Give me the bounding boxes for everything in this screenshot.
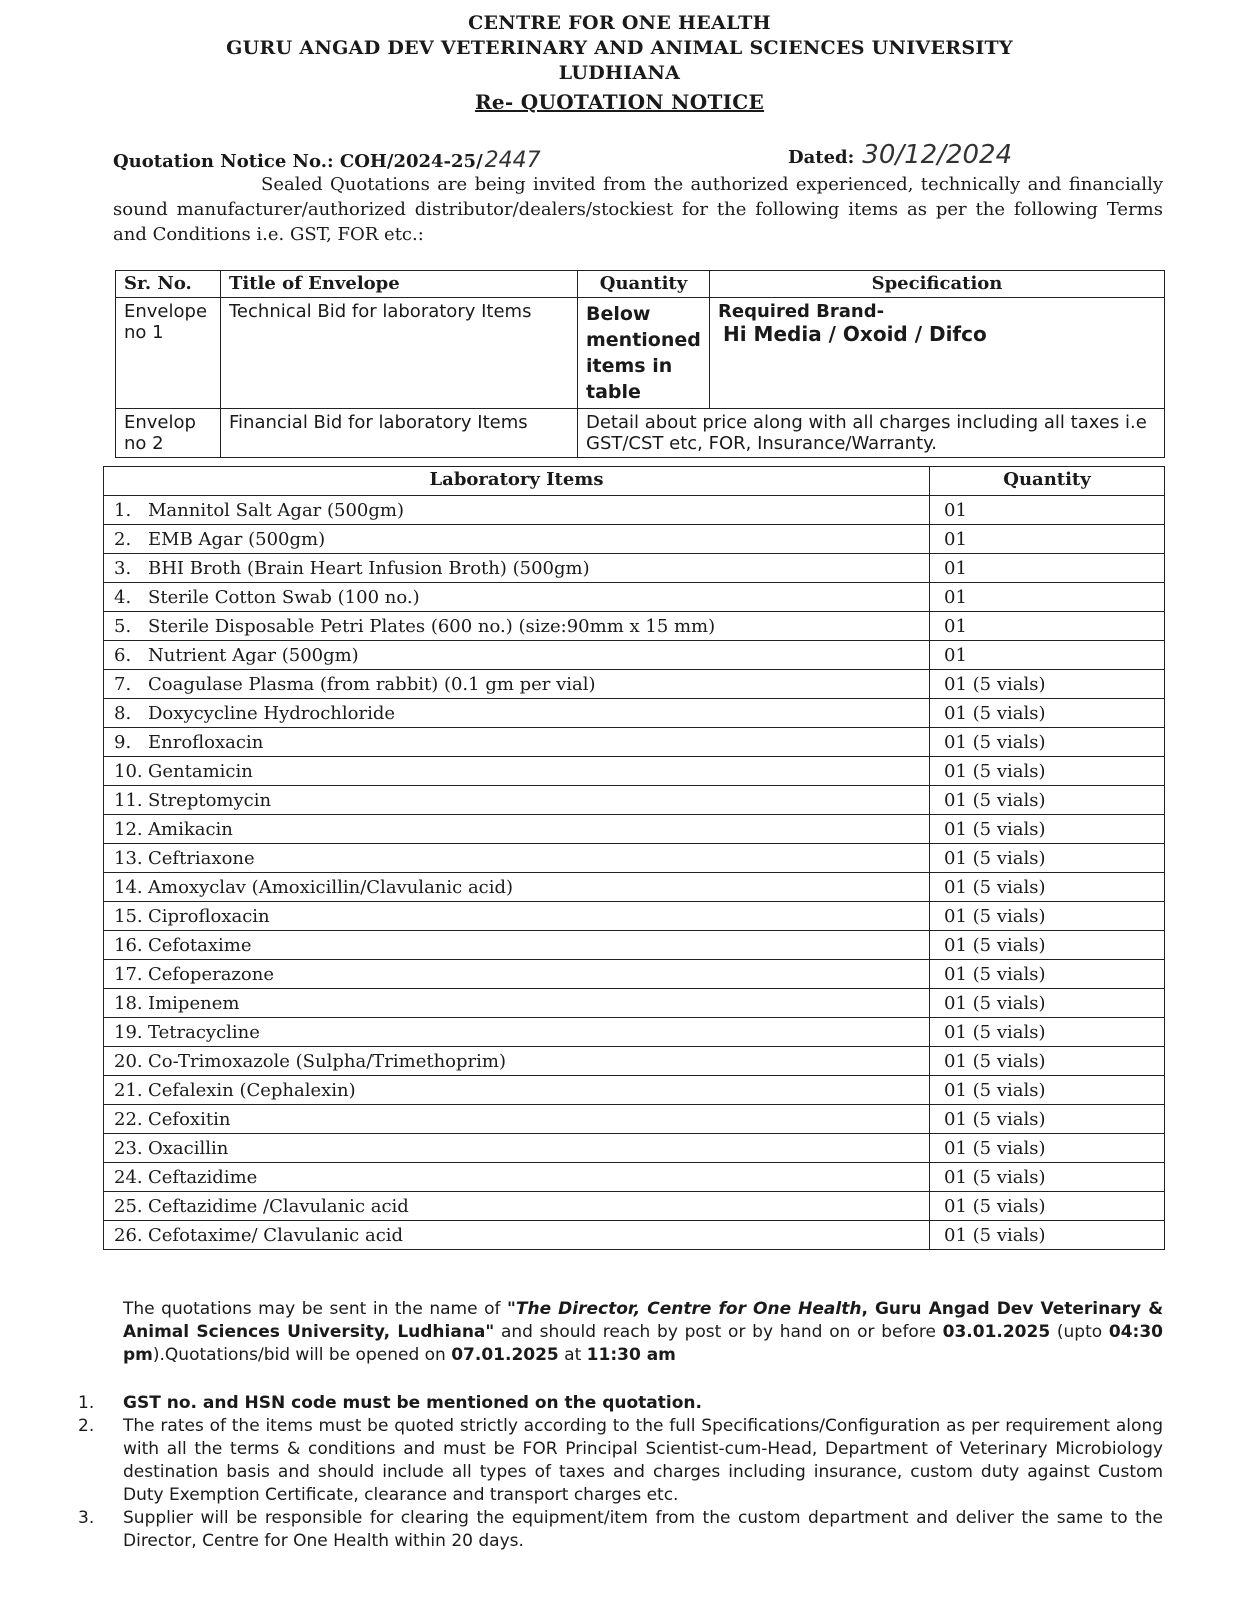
terms-list [78,1392,1163,1553]
item-number: 1. [114,499,132,521]
item-number: 17. [114,963,143,985]
table-row [104,815,1165,844]
dated-label: Dated: [788,147,855,168]
intro-paragraph [113,172,1163,247]
item-name: Nutrient Agar (500gm) [148,644,359,666]
item-number: 11. [114,789,143,811]
table-row [104,1163,1165,1192]
item-cell [104,554,930,583]
quotation-number-label: Quotation Notice No.: COH/2024-25/ [113,151,483,172]
item-number: 2. [114,528,132,550]
item-quantity: 01 [930,583,1165,612]
envelope-1-quantity: Below mentioned items in table [578,298,710,409]
quotation-number [113,148,541,173]
item-number: 25. [114,1195,143,1217]
item-cell [104,1105,930,1134]
deadline-date: 03.01.2025 [942,1322,1051,1342]
item-name: Enrofloxacin [148,731,264,753]
item-cell [104,960,930,989]
envelope-row-1 [116,298,1165,409]
item-cell [104,815,930,844]
col-title: Title of Envelope [221,271,578,298]
item-name: Imipenem [148,992,240,1014]
item-cell [104,1163,930,1192]
notice-date [788,140,1012,170]
table-row [104,1076,1165,1105]
item-cell [104,641,930,670]
university-name: GURU ANGAD DEV VETERINARY AND ANIMAL SCIENCES UNIVERSITY [226,37,1013,59]
item-cell [104,1221,930,1250]
submission-text-3: (upto [1050,1322,1109,1342]
table-row [104,670,1165,699]
item-quantity: 01 (5 vials) [930,902,1165,931]
item-cell [104,1018,930,1047]
item-cell [104,670,930,699]
term-text: Supplier will be responsible for clearing the equipment/item from the custom department and deliver the same to the Director, Centre for One Health within 20 days. [123,1508,1163,1551]
table-row [104,641,1165,670]
items-table-header [104,467,1165,496]
spec-brands: Hi Media / Oxoid / Difco [723,322,987,346]
item-name: BHI Broth (Brain Heart Infusion Broth) (500gm) [148,557,590,579]
item-quantity: 01 (5 vials) [930,1192,1165,1221]
item-number: 24. [114,1166,143,1188]
item-number: 10. [114,760,143,782]
item-cell [104,902,930,931]
table-row [104,757,1165,786]
item-number: 22. [114,1108,143,1130]
item-number: 5. [114,615,132,637]
addressee-name: "The Director, Centre for One Health [507,1299,862,1319]
item-cell [104,1134,930,1163]
term-number: 1. [78,1393,95,1413]
item-number: 20. [114,1050,143,1072]
table-row [104,1221,1165,1250]
item-number: 16. [114,934,143,956]
item-cell [104,728,930,757]
opening-time: 11:30 am [586,1345,676,1365]
item-cell [104,583,930,612]
item-name: EMB Agar (500gm) [148,528,326,550]
item-name: Ceftazidime /Clavulanic acid [148,1195,409,1217]
item-name: Cefalexin (Cephalexin) [148,1079,356,1101]
item-name: Cefotaxime [148,934,252,956]
city-name: LUDHIANA [558,62,681,84]
term-text: GST no. and HSN code must be mentioned on the quotation. [123,1393,702,1413]
table-row [104,496,1165,525]
item-quantity: 01 (5 vials) [930,699,1165,728]
item-quantity: 01 [930,641,1165,670]
item-quantity: 01 [930,496,1165,525]
item-cell [104,496,930,525]
submission-text-4: ).Quotations/bid will be opened on [152,1345,452,1365]
item-number: 6. [114,644,132,666]
item-number: 3. [114,557,132,579]
item-number: 14. [114,876,143,898]
item-name: Oxacillin [148,1137,229,1159]
item-name: Ceftazidime [148,1166,258,1188]
table-row [104,1134,1165,1163]
item-cell [104,931,930,960]
table-row [104,699,1165,728]
item-cell [104,786,930,815]
envelope-2-title: Financial Bid for laboratory Items [221,409,578,458]
item-number: 9. [114,731,132,753]
item-quantity: 01 (5 vials) [930,1076,1165,1105]
term-item [78,1392,1163,1415]
item-quantity: 01 [930,554,1165,583]
item-quantity: 01 (5 vials) [930,1105,1165,1134]
item-name: Streptomycin [148,789,272,811]
laboratory-items-table [103,466,1165,1250]
item-quantity: 01 (5 vials) [930,670,1165,699]
item-quantity: 01 (5 vials) [930,1221,1165,1250]
envelope-table [115,270,1165,458]
intro-text: Sealed Quotations are being invited from the authorized experienced, technically and financially sound manufacturer/authorized distributor/dealers/stockiest for the following items as per the following Terms and Conditions i.e. GST, FOR etc.: [113,174,1163,245]
item-name: Cefoperazone [148,963,274,985]
col-item-quantity: Quantity [930,467,1165,496]
submission-text-1: The quotations may be sent in the name of [123,1299,508,1319]
submission-paragraph [123,1298,1163,1367]
item-name: Mannitol Salt Agar (500gm) [148,499,404,521]
item-cell [104,1047,930,1076]
item-quantity: 01 (5 vials) [930,960,1165,989]
item-quantity: 01 (5 vials) [930,1134,1165,1163]
item-name: Sterile Disposable Petri Plates (600 no.) (size:90mm x 15 mm) [148,615,716,637]
envelope-table-header [116,271,1165,298]
org-name: CENTRE FOR ONE HEALTH [468,12,771,34]
notice-title: Re- QUOTATION NOTICE [474,90,765,114]
table-row [104,525,1165,554]
item-name: Tetracycline [148,1021,260,1043]
item-quantity: 01 (5 vials) [930,989,1165,1018]
item-number: 18. [114,992,143,1014]
item-number: 4. [114,586,132,608]
table-row [104,902,1165,931]
table-row [104,873,1165,902]
item-name: Amikacin [148,818,233,840]
item-name: Coagulase Plasma (from rabbit) (0.1 gm per vial) [148,673,596,695]
item-quantity: 01 (5 vials) [930,1047,1165,1076]
envelope-row-2 [116,409,1165,458]
item-cell [104,1076,930,1105]
item-name: Doxycycline Hydrochloride [148,702,396,724]
item-quantity: 01 (5 vials) [930,1163,1165,1192]
col-sr-no: Sr. No. [116,271,221,298]
item-quantity: 01 (5 vials) [930,757,1165,786]
table-row [104,554,1165,583]
envelope-2-detail: Detail about price along with all charges including all taxes i.e GST/CST etc, FOR, Insurance/Warranty. [578,409,1165,458]
table-row [104,931,1165,960]
table-row [104,1105,1165,1134]
item-number: 15. [114,905,143,927]
table-row [104,1018,1165,1047]
item-quantity: 01 (5 vials) [930,786,1165,815]
item-quantity: 01 [930,612,1165,641]
item-cell [104,525,930,554]
item-name: Ceftriaxone [148,847,255,869]
term-number: 3. [78,1508,95,1528]
item-number: 19. [114,1021,143,1043]
item-name: Cefoxitin [148,1108,231,1130]
table-row [104,844,1165,873]
item-cell [104,699,930,728]
dated-handwritten: 30/12/2024 [862,140,1013,170]
table-row [104,583,1165,612]
item-name: Ciprofloxacin [148,905,270,927]
item-quantity: 01 (5 vials) [930,844,1165,873]
item-number: 12. [114,818,143,840]
item-cell [104,757,930,786]
envelope-1-title: Technical Bid for laboratory Items [221,298,578,409]
table-row [104,989,1165,1018]
opening-date: 07.01.2025 [451,1345,559,1365]
item-quantity: 01 (5 vials) [930,815,1165,844]
item-quantity: 01 (5 vials) [930,1018,1165,1047]
item-quantity: 01 [930,525,1165,554]
quotation-number-handwritten: 2447 [484,148,541,173]
table-row [104,786,1165,815]
item-number: 23. [114,1137,143,1159]
item-cell [104,844,930,873]
col-quantity: Quantity [578,271,710,298]
item-cell [104,612,930,641]
spec-brand-label: Required Brand- [718,301,885,322]
col-laboratory-items: Laboratory Items [104,467,930,496]
term-number: 2. [78,1416,95,1436]
table-row [104,1192,1165,1221]
term-text: The rates of the items must be quoted strictly according to the full Specifications/Configuration as per requirement along with all the terms & conditions and must be FOR Principal Scientist-cum-Head, Department of Veterinary Microbiology destination basis and should include all types of taxes and charges including insurance, custom duty against Custom Duty Exemption Certificate, clearance and transport charges etc. [123,1416,1163,1505]
item-quantity: 01 (5 vials) [930,728,1165,757]
item-cell [104,989,930,1018]
item-name: Co-Trimoxazole (Sulpha/Trimethoprim) [148,1050,506,1072]
item-name: Amoxyclav (Amoxicillin/Clavulanic acid) [148,876,514,898]
item-quantity: 01 (5 vials) [930,873,1165,902]
item-name: Sterile Cotton Swab (100 no.) [148,586,420,608]
envelope-2-sr: Envelop no 2 [116,409,221,458]
col-specification: Specification [710,271,1165,298]
table-row [104,960,1165,989]
item-cell [104,873,930,902]
table-row [104,728,1165,757]
item-number: 13. [114,847,143,869]
submission-text-5: at [558,1345,587,1365]
item-number: 8. [114,702,132,724]
item-cell [104,1192,930,1221]
addressee-university: , Guru Angad Dev Veterinary & Animal Sciences University, Ludhiana" [123,1299,1164,1342]
item-number: 21. [114,1079,143,1101]
item-number: 7. [114,673,132,695]
item-quantity: 01 (5 vials) [930,931,1165,960]
deadline-time: 04:30 pm [123,1322,1163,1365]
table-row [104,612,1165,641]
envelope-1-sr: Envelope no 1 [116,298,221,409]
term-item [78,1415,1163,1507]
table-row [104,1047,1165,1076]
envelope-1-spec [710,298,1165,409]
item-name: Gentamicin [148,760,253,782]
item-name: Cefotaxime/ Clavulanic acid [148,1224,404,1246]
submission-text-2: and should reach by post or by hand on or before [494,1322,943,1342]
term-item [78,1507,1163,1553]
item-number: 26. [114,1224,143,1246]
